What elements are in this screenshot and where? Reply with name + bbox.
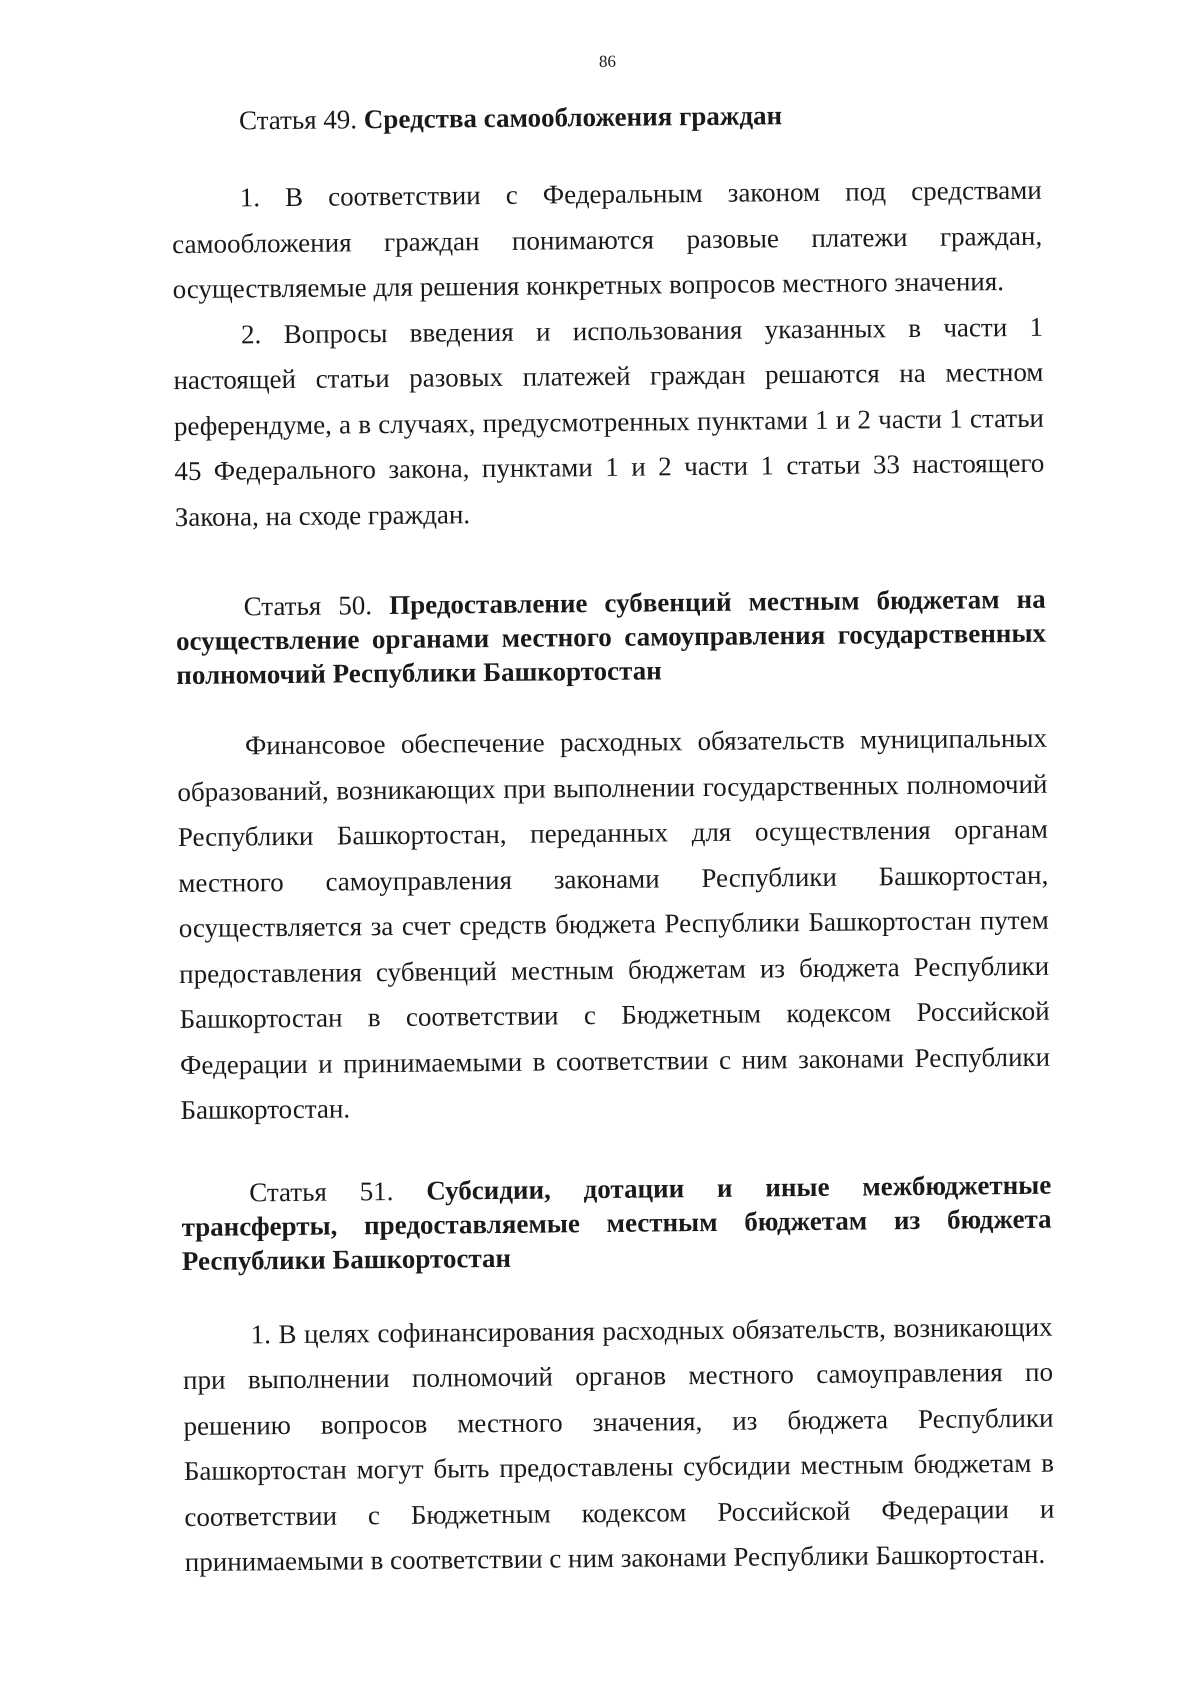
article-50-heading (175, 582, 1046, 692)
article-49-body (172, 168, 1045, 540)
page-number: 86 (598, 51, 617, 71)
article-50-paragraph-1: Финансовое обеспечение расходных обязательств муниципальных образований, возникающих при выполнении государственных полномочий Республики Башкортостан, переданных для осуществления органам местного самоуправления законами Республики Башкортостан, осуществляется за счет средств бюджета Республики Башкортостан путем предоставления субвенций местным бюджетам из бюджета Республики Башкортостан в соответствии с Бюджетным кодексом Российской Федерации и принимаемыми в соответствии с ним законами Республики Башкортостан. (177, 722, 1051, 1126)
document-body (171, 96, 1055, 1586)
article-49-paragraph-1: 1. В соответствии с Федеральным законом под средствами самообложения граждан понимаются разовые платежи граждан, осуществляемые для решения конкретных вопросов местного значения. (172, 174, 1043, 305)
article-49-title: Средства самообложения граждан (363, 100, 783, 135)
article-51-title: Субсидии, дотации и иные межбюджетные трансферты, предоставляемые местным бюджетам из бюджета Республики Башкортостан (181, 1169, 1052, 1276)
article-50-number: Статья 50. (243, 590, 373, 622)
article-51-body (182, 1304, 1055, 1585)
article-50-title: Предоставление субвенций местным бюджетам на осуществление органами местного самоуправления государственных полномочий Республики Башкортостан (175, 583, 1047, 691)
article-50-body (177, 716, 1051, 1134)
article-49-paragraph-2: 2. Вопросы введения и использования указанных в части 1 настоящей статьи разовых платежей граждан решаются на местном референдуме, а в случаях, предусмотренных пунктами 1 и 2 части 1 статьи 45 Федерального закона, пунктами 1 и 2 части 1 статьи 33 настоящего Закона, на сходе граждан. (173, 311, 1045, 532)
article-51-number: Статья 51. (249, 1175, 394, 1207)
article-51-paragraph-1: 1. В целях софинансирования расходных обязательств, возникающих при выполнении полномочий органов местного самоуправления по решению вопросов местного значения, из бюджета Республики Башкортостан могут быть предоставлены субсидии местным бюджетам в соответствии с Бюджетным кодексом Российской Федерации и принимаемыми в соответствии с ним законами Республики Башкортостан. (182, 1311, 1055, 1578)
article-49-heading (171, 96, 1041, 138)
article-51-heading (181, 1167, 1052, 1277)
article-49-number: Статья 49. (238, 104, 358, 136)
